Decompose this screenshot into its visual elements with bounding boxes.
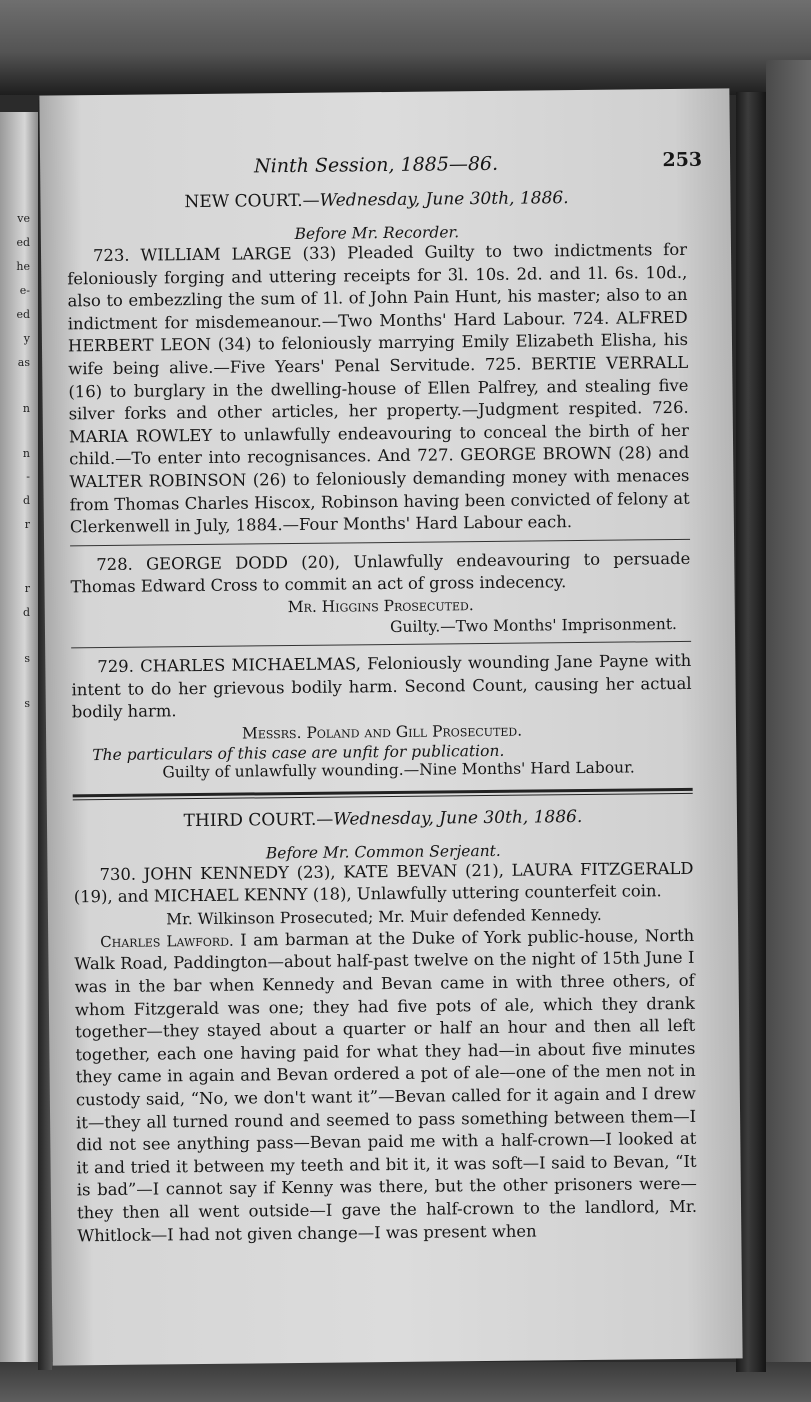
- page-header: [66, 148, 703, 187]
- fragment: s: [24, 697, 30, 710]
- fragment: n: [22, 402, 30, 415]
- case-728-paragraph: 728. GEORGE DODD (20), Unlawfully endeavouring to persuade Thomas Edward Cross to commit an act of gross indecency.: [70, 548, 691, 597]
- fragment: y: [23, 332, 30, 345]
- case-729-verdict: Guilty of unlawfully wounding.—Nine Months' Hard Labour.: [162, 758, 635, 782]
- fragment: ve: [17, 212, 30, 225]
- fragment: s: [24, 652, 30, 665]
- case-730-counsel: Mr. Wilkinson Prosecuted; Mr. Muir defended Kennedy.: [166, 905, 602, 929]
- witness-name: Charles Lawford.: [100, 931, 234, 951]
- fragment: ed: [16, 236, 30, 249]
- facing-page-edge: [0, 112, 38, 1362]
- scan-background-right: [766, 60, 811, 1402]
- section-divider: [71, 641, 691, 648]
- third-court-date: Wednesday, June 30th, 1886.: [333, 806, 583, 830]
- fragment: ed: [16, 308, 30, 321]
- case-730-paragraph: 730. JOHN KENNEDY (23), KATE BEVAN (21), LAURA FITZGERALD (19), and MICHAEL KENNY (18), Unlawfully uttering counterfeit coin.: [73, 858, 694, 907]
- fragment: n: [22, 447, 30, 460]
- court-divider: [73, 788, 693, 800]
- fragment: r: [24, 582, 30, 595]
- case-728-counsel: Mr. Higgins Prosecuted.: [287, 596, 474, 616]
- fragment: -: [26, 470, 30, 483]
- case-729-counsel: Messrs. Poland and Gill Prosecuted.: [241, 721, 523, 743]
- book-page: [39, 88, 742, 1365]
- fragment: as: [17, 356, 30, 369]
- page-content: [66, 148, 703, 1248]
- fragment: d: [22, 494, 30, 507]
- third-court-before: Before Mr. Common Serjeant.: [265, 841, 501, 863]
- third-court-title: [73, 806, 693, 832]
- new-court-title: [66, 187, 686, 213]
- case-729-paragraph: 729. CHARLES MICHAELMAS, Feloniously wounding Jane Payne with intent to do her grievous bodily harm. Second Count, causing her actual bodily harm.: [71, 650, 692, 722]
- scan-background-bottom: [0, 1362, 811, 1402]
- fragment: e-: [19, 284, 30, 297]
- running-head: Ninth Session, 1885—86.: [253, 152, 499, 178]
- section-divider: [70, 539, 690, 546]
- page-number: 253: [662, 148, 703, 172]
- new-court-paragraph: 723. WILLIAM LARGE (33) Pleaded Guilty to two indictments for feloniously forging and uttering receipts for 3l. 10s. 2d. and 1l. 6s. 10d., also to embezzling the sum of 1l. of John Pain Hunt, his master; also to an indictment for misdemeanour.—Two Months' Hard Labour. 724. ALFRED HERBERT LEON (34) to feloniously marrying Emily Elizabeth Elisha, his wife being alive.—Five Years' Penal Servitude. 725. BERTIE VERRALL (16) to burglary in the dwelling-house of Ellen Palfrey, and stealing five silver forks and other articles, her property.—Judgment respited. 726. MARIA ROWLEY to unlawfully endeavouring to conceal the birth of her child.—To enter into recognisances. And 727. GEORGE BROWN (28) and WALTER ROBINSON (26) to feloniously demanding money with menaces from Thomas Charles Hiscox, Robinson having been convicted of felony at Clerkenwell in July, 1884.—Four Months' Hard Labour each.: [67, 239, 690, 537]
- case-729-particulars: The particulars of this case are unfit for publication.: [92, 741, 505, 764]
- new-court-date: Wednesday, June 30th, 1886.: [319, 188, 569, 211]
- new-court-name: NEW COURT.—: [184, 190, 320, 213]
- fragment: he: [16, 260, 30, 273]
- new-court-before: Before Mr. Recorder.: [294, 223, 460, 243]
- testimony-text: I am barman at the Duke of York public-house, North Walk Road, Paddington—about half-past twelve on the night of 15th June I was in the bar when Kennedy and Bevan came in with three others, of whom Fitzgerald was one; they had five pots of ale, which they drank together—they stayed about a quarter or half an hour and then all left together, each one having paid for what they had—in about five minutes they came in again and Bevan ordered a pot of ale—one of the men not in custody said, “No, we don't want it”—Bevan called for it again and I drew it—they all turned round and seemed to pass something between them—I did not see anything pass—Bevan paid me with a half-crown—I looked at it and tried it between my teeth and bit it, it was soft—I said to Bevan, “It is bad”—I cannot say if Kenny was there, but the other prisoners were—they then all went outside—I gave the half-crown to the landlord, Mr. Whitlock—I had not given change—I was present when: [74, 925, 698, 1245]
- scan-background-top: [0, 0, 811, 95]
- fragment: r: [24, 518, 30, 531]
- case-728-verdict: Guilty.—Two Months' Imprisonment.: [389, 614, 678, 636]
- third-court-name: THIRD COURT.—: [183, 809, 334, 831]
- fragment: d: [22, 606, 30, 619]
- witness-testimony: [74, 925, 697, 1248]
